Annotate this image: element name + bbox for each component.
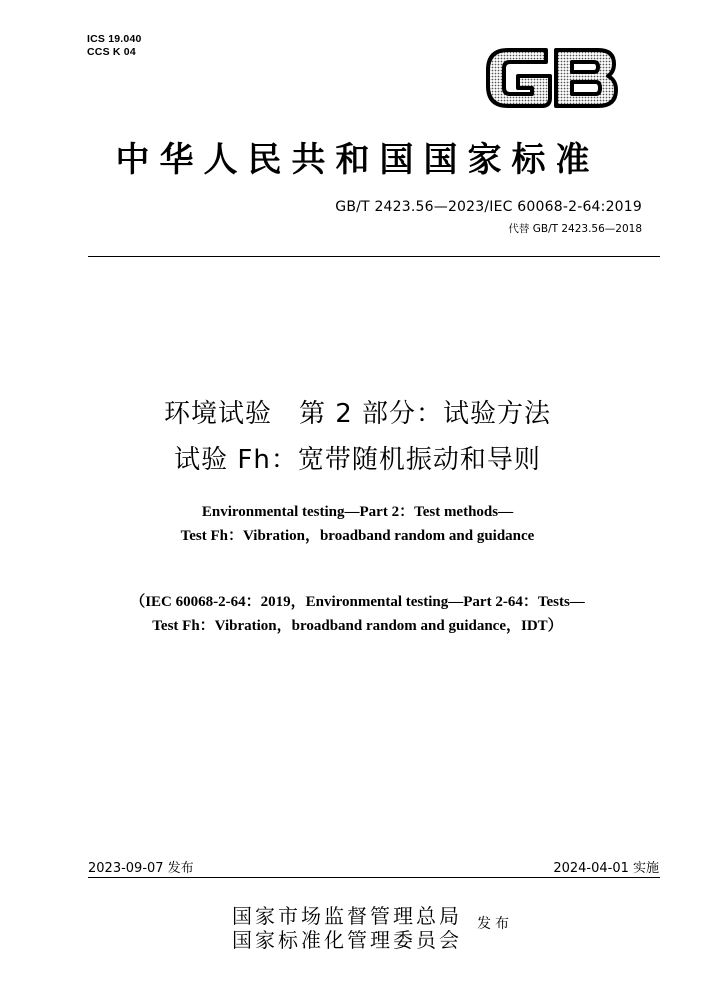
ics-code: ICS 19.040 bbox=[87, 33, 142, 45]
chinese-title-line-2: 试验 Fh：宽带随机振动和导则 bbox=[174, 445, 541, 475]
iec-reference-line-1: （IEC 60068-2-64：2019，Environmental testing—Part 2-64：Tests— bbox=[130, 594, 585, 610]
gb-logo bbox=[482, 42, 622, 114]
classification-codes bbox=[87, 33, 142, 59]
ccs-code: CCS K 04 bbox=[87, 46, 136, 58]
issuer-line-1: 国家市场监督管理总局 bbox=[232, 904, 462, 928]
standard-category-title: 中华人民共和国国家标准 bbox=[115, 140, 600, 180]
issue-date: 2023-09-07 发布 bbox=[88, 861, 194, 876]
footer-divider bbox=[88, 877, 660, 878]
chinese-title-line-1: 环境试验 第 2 部分：试验方法 bbox=[163, 399, 552, 429]
replaces-standard: 代替 GB/T 2423.56—2018 bbox=[508, 223, 642, 235]
issuer-line-2: 国家标准化管理委员会 bbox=[232, 928, 462, 952]
english-title-line-1: Environmental testing—Part 2：Test methods— bbox=[201, 504, 514, 520]
implementation-date: 2024-04-01 实施 bbox=[553, 861, 659, 876]
gb-logo-icon bbox=[482, 42, 622, 114]
standard-number: GB/T 2423.56—2023/IEC 60068-2-64:2019 bbox=[335, 199, 642, 215]
iec-reference-line-2: Test Fh：Vibration，broadband random and guidance，IDT） bbox=[152, 618, 563, 634]
publish-label: 发布 bbox=[477, 916, 513, 932]
english-title-line-2: Test Fh：Vibration，broadband random and guidance bbox=[180, 528, 535, 544]
header-divider bbox=[88, 256, 660, 257]
